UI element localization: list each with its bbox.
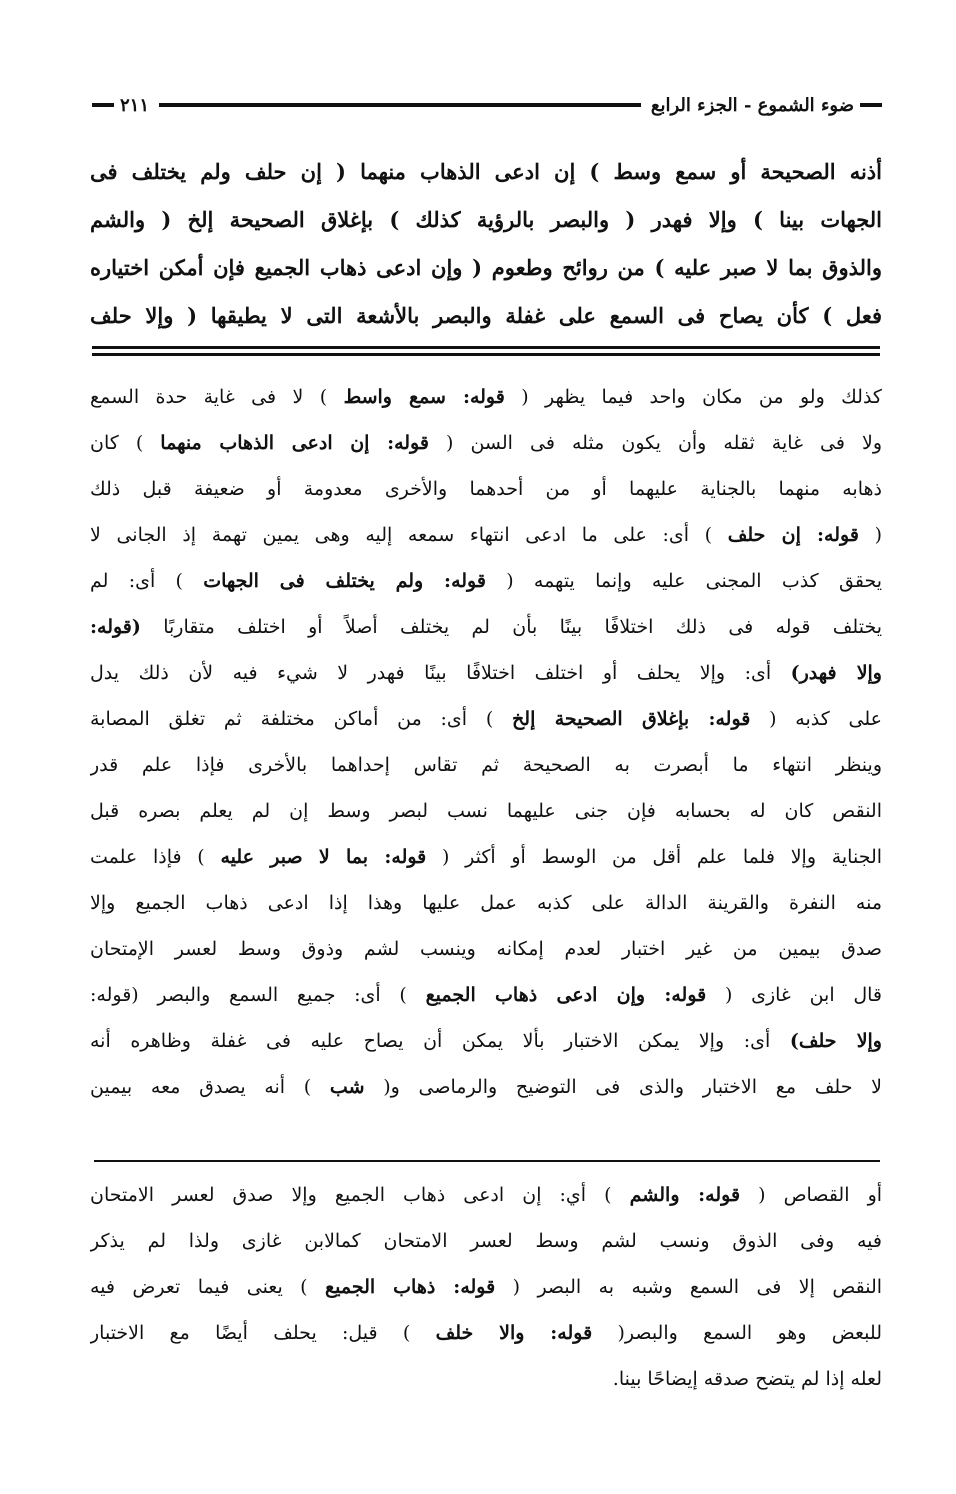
line-text: ولا فى غاية ثقله وأن يكون مثله فى السن (	[446, 432, 882, 454]
bold-lemma: قوله: بما لا صبر عليه	[220, 846, 427, 868]
line-text: لعله إذا لم يتضح صدقه إيضاحًا بينا.	[612, 1368, 882, 1390]
line-text: على كذبه (	[769, 708, 882, 730]
commentary-text	[90, 374, 882, 1110]
commentary-line	[90, 374, 882, 420]
line-text: وينظر انتهاء ما أبصرت به الصحيحة ثم تقاس إحداهما بالأخرى فإذا علم قدر	[90, 754, 882, 776]
line-text: أى: وإلا يمكن الاختبار بألا يمكن أن يصاح عليه فى غفلة وظاهره أنه	[90, 1030, 771, 1052]
line-text: الجناية وإلا فلما علم أقل من الوسط أو أكثر (	[441, 846, 882, 868]
commentary-line	[90, 1064, 882, 1110]
line-text: للبعض وهو السمع والبصر(	[617, 1322, 882, 1344]
line-text: (	[874, 524, 882, 546]
bold-lemma: قوله: وإن ادعى ذهاب الجميع	[425, 984, 707, 1006]
note-line	[90, 1264, 882, 1310]
line-text: يحقق كذب المجنى عليه وإنما يتهمه (	[506, 570, 882, 592]
commentary-line	[90, 1018, 882, 1064]
bold-lemma: قوله: إن ادعى الذهاب منهما	[160, 432, 429, 454]
bold-lemma: قوله: إن حلف	[727, 524, 859, 546]
note-line	[90, 1172, 882, 1218]
divider-rule-top	[92, 346, 880, 349]
matn-line: فعل ) كأن يصاح فى السمع على غفلة والبصر بالأشعة التى لا يطيقها ( وإلا حلف	[90, 303, 882, 328]
line-text: ) أى: من أماكن مختلفة ثم تغلق المصابة	[90, 708, 494, 730]
bold-lemma: قوله: ذهاب الجميع	[325, 1276, 496, 1298]
line-text: النقص كان له بحسابه فإن جنى عليهما نسب لبصر وسط إن لم يعلم بصره قبل	[90, 800, 882, 822]
line-text: ) لا فى غاية حدة السمع	[90, 386, 328, 408]
line-text: أى: وإلا يحلف أو اختلف اختلافًا بينًا فهدر لا شيء فيه لأن ذلك يدل	[90, 662, 772, 684]
line-text: ) يعنى فيما تعرض فيه	[90, 1276, 308, 1298]
line-text: ) كان	[90, 432, 144, 454]
line-text: ) أى: على ما ادعى انتهاء سمعه إليه وهى يمين تهمة إذ الجانى لا	[90, 524, 713, 546]
note-line	[90, 1218, 882, 1264]
matn-line: الجهات بينا ) وإلا فهدر ( والبصر بالرؤية كذلك ) بإغلاق الصحيحة إلخ ( والشم	[90, 207, 882, 232]
commentary-line	[90, 466, 882, 512]
divider-rule-bottom	[92, 353, 880, 356]
commentary-line	[90, 512, 882, 558]
commentary-line	[90, 742, 882, 788]
commentary-line	[90, 834, 882, 880]
line-text: ) أى: جميع السمع والبصر (قوله:	[90, 984, 407, 1006]
line-text: صدق بيمين من غير اختبار لعدم إمكانه وينسب لشم وذوق وسط لعسر الإمتحان	[90, 938, 882, 960]
line-text: ذهابه منهما بالجناية عليهما أو من أحدهما والأخرى معدومة أو ضعيفة قبل ذلك	[90, 478, 882, 500]
note-line	[90, 1310, 882, 1356]
page-number: ٢١١	[120, 94, 150, 116]
bold-lemma: قوله: بإغلاق الصحيحة إلخ	[512, 708, 751, 730]
bold-lemma: قوله: والشم	[629, 1184, 741, 1206]
line-text: ) أنه يصدق معه بيمين	[90, 1076, 312, 1098]
line-text: ) قيل: يحلف أيضًا مع الاختبار	[90, 1322, 411, 1344]
bold-lemma: (قوله:	[90, 616, 141, 638]
header-dash	[860, 103, 882, 107]
line-text: ) أي: إن ادعى ذهاب الجميع وإلا صدق لعسر الامتحان	[90, 1184, 612, 1206]
main-text	[90, 148, 882, 340]
commentary-line	[90, 696, 882, 742]
note-line	[90, 1356, 882, 1402]
commentary-line	[90, 650, 882, 696]
bold-lemma: قوله: ولم يختلف فى الجهات	[203, 570, 486, 592]
book-title: ضوء الشموع - الجزء الرابع	[650, 94, 854, 116]
matn-line: والذوق بما لا صبر عليه ) من روائح وطعوم ( وإن ادعى ذهاب الجميع فإن أمكن اختياره	[90, 255, 882, 280]
line-text: فيه وفى الذوق ونسب لشم وسط لعسر الامتحان كمالابن غازى ولذا لم يذكر	[90, 1230, 882, 1252]
commentary-line	[90, 420, 882, 466]
line-text: ) فإذا علمت	[90, 846, 205, 868]
line-text: قال ابن غازى (	[724, 984, 882, 1006]
bold-lemma: وإلا حلف)	[789, 1030, 882, 1052]
line-text: يختلف قوله فى ذلك اختلافًا بينًا بأن لم يختلف أصلاً أو اختلف متقاربًا	[163, 616, 882, 638]
line-text: ) أى: لم	[90, 570, 183, 592]
line-text: النقص إلا فى السمع وشبه به البصر (	[512, 1276, 882, 1298]
bold-lemma: قوله: سمع واسط	[343, 386, 505, 408]
running-header	[92, 88, 882, 122]
marginal-notes	[90, 1172, 882, 1402]
commentary-line	[90, 604, 882, 650]
bold-lemma: وإلا فهدر)	[790, 662, 882, 684]
commentary-line	[90, 788, 882, 834]
commentary-line	[90, 926, 882, 972]
header-dash	[92, 103, 114, 107]
commentary-line	[90, 972, 882, 1018]
bold-lemma: قوله: والا خلف	[435, 1322, 593, 1344]
bold-lemma: شب	[329, 1076, 365, 1098]
matn-line: أذنه الصحيحة أو سمع وسط ) إن ادعى الذهاب منهما ( إن حلف ولم يختلف فى	[90, 159, 882, 184]
line-text: منه النفرة والقرينة الدالة على كذبه عمل عليها وهذا إذا ادعى ذهاب الجميع وإلا	[90, 892, 882, 914]
footnote-divider	[94, 1160, 880, 1162]
line-text: كذلك ولو من مكان واحد فيما يظهر (	[521, 386, 882, 408]
commentary-line	[90, 880, 882, 926]
line-text: لا حلف مع الاختبار والذى فى التوضيح والرماصى و(	[383, 1076, 882, 1098]
commentary-line	[90, 558, 882, 604]
line-text: أو القصاص (	[758, 1184, 882, 1206]
header-rule	[159, 103, 641, 107]
